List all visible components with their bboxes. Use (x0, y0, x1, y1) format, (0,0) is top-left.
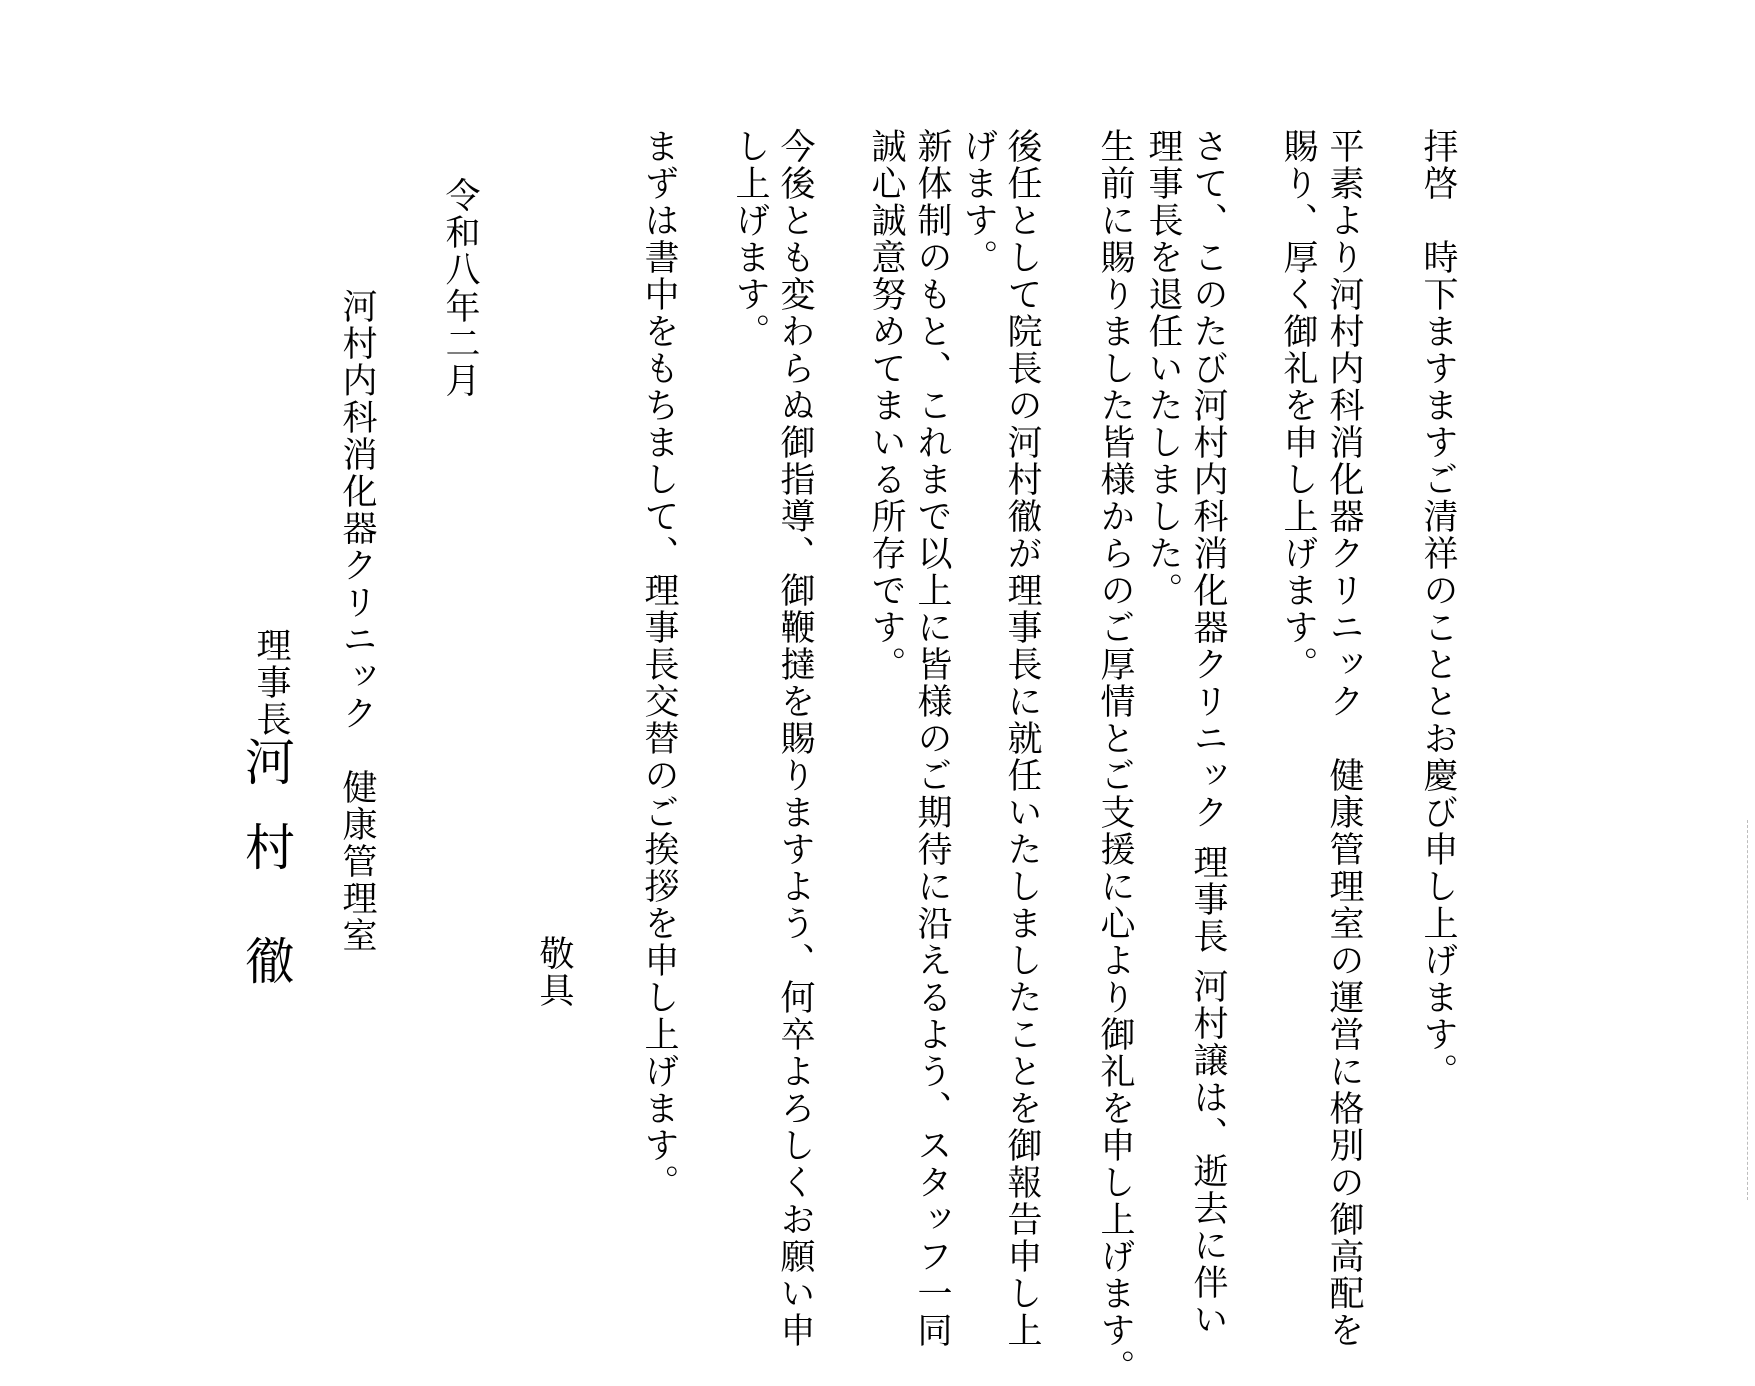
body-line: 平素より河村内科消化器クリニック 健康管理室の運営に格別の御高配を (1324, 128, 1364, 1349)
page-edge-mark (1747, 820, 1748, 1200)
body-line: 生前に賜りました皆様からのご厚情とご支援に心より御礼を申し上げます。 (1095, 128, 1135, 1386)
body-line: 理事長を退任いたしました。 (1143, 128, 1183, 609)
body-line: さて、このたび河村内科消化器クリニック 理事長 河村譲は、逝去に伴い (1188, 128, 1228, 1339)
signer-title: 理事長 (251, 627, 291, 738)
body-line: 賜り、厚く御礼を申し上げます。 (1278, 128, 1318, 683)
body-line: 今後とも変わらぬ御指導、御鞭撻を賜りますよう、何卒よろしくお願い申 (775, 128, 815, 1349)
body-line: 後任として院長の河村徹が理事長に就任いたしましたことを御報告申し上 (1002, 128, 1042, 1349)
organization-name: 河村内科消化器クリニック 健康管理室 (337, 288, 377, 954)
signer-name-char: 徹 (245, 933, 295, 991)
opening-line: 拝啓 時下ますますご清祥のこととお慶び申し上げます。 (1418, 128, 1458, 1090)
closing-keigu: 敬具 (534, 935, 574, 1009)
body-line: 誠心誠意努めてまいる所存です。 (866, 128, 906, 683)
body-line: まずは書中をもちまして、理事長交替のご挨拶を申し上げます。 (639, 128, 679, 1201)
signer-name-char: 河 (245, 734, 295, 792)
signer-name-char: 村 (245, 819, 295, 877)
body-line: げます。 (958, 128, 998, 276)
body-line: 新体制のもと、これまで以上に皆様のご期待に沿えるよう、スタッフ一同 (912, 128, 952, 1349)
letter-date: 令和八年二月 (440, 177, 480, 399)
body-line: し上げます。 (730, 128, 770, 350)
